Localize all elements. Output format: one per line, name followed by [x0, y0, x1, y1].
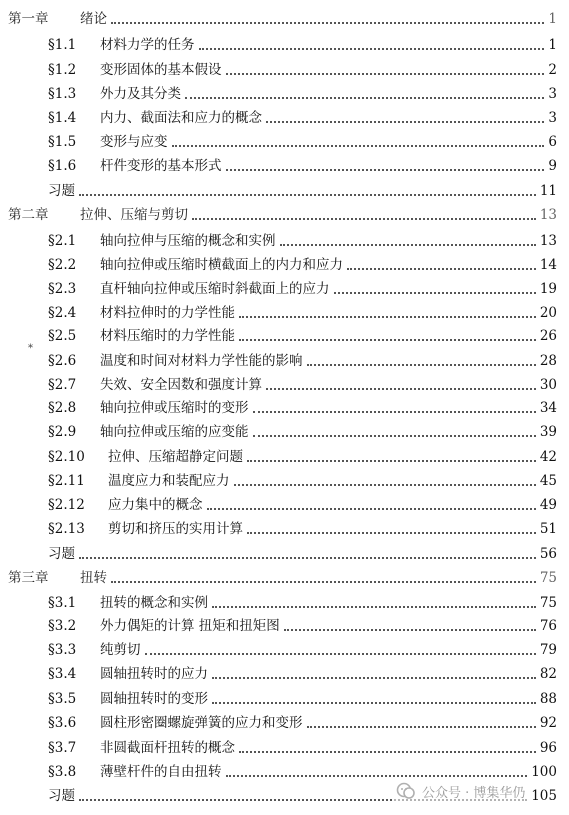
page-number: 26 — [539, 328, 557, 344]
dot-leader — [79, 556, 536, 559]
section-title: 失效、安全因数和强度计算 — [100, 377, 262, 393]
wechat-watermark — [392, 779, 529, 803]
dot-leader — [253, 434, 536, 437]
section-number: §1.1 — [48, 37, 77, 53]
dot-leader — [226, 72, 545, 75]
dot-leader — [212, 605, 536, 608]
section-number: §3.1 — [48, 595, 77, 611]
section-title: 非圆截面杆扭转的概念 — [100, 740, 235, 756]
toc-row — [0, 636, 569, 658]
toc-row — [0, 56, 569, 78]
chapter-title: 绪论 — [80, 11, 107, 27]
page-number: 42 — [539, 449, 557, 465]
section-number: §3.3 — [48, 642, 77, 658]
section-title: 轴向拉伸或压缩时的变形 — [100, 400, 249, 416]
section-title: 变形与应变 — [100, 134, 168, 150]
section-title: 拉伸、压缩超静定问题 — [108, 449, 243, 465]
section-title: 温度和时间对材料力学性能的影响 — [100, 353, 303, 369]
toc-row — [0, 80, 569, 102]
toc-row — [0, 709, 569, 731]
page-number: 92 — [539, 715, 557, 731]
page-number: 79 — [539, 642, 557, 658]
section-title: 圆轴扭转时的应力 — [100, 666, 208, 682]
section-number: §3.4 — [48, 666, 77, 682]
page-number: 9 — [548, 158, 557, 174]
page-number: 14 — [539, 257, 557, 273]
toc-row — [0, 177, 569, 199]
dot-leader — [239, 315, 536, 318]
page-number: 49 — [539, 497, 557, 513]
dot-leader — [307, 363, 536, 366]
toc-row — [0, 758, 569, 780]
page-number: 96 — [539, 740, 557, 756]
toc-row — [0, 275, 569, 297]
page-number: 13 — [539, 233, 557, 249]
page-number: 6 — [548, 134, 557, 150]
toc-row — [0, 612, 569, 634]
section-title: 应力集中的概念 — [108, 497, 203, 513]
section-number: §1.4 — [48, 110, 77, 126]
section-number: §2.1 — [48, 233, 77, 249]
section-number: §1.6 — [48, 158, 77, 174]
page-number: 1 — [548, 37, 557, 53]
page-number: 28 — [539, 353, 557, 369]
section-title: 轴向拉伸或压缩的应变能 — [100, 424, 249, 440]
section-number: §3.8 — [48, 764, 77, 780]
dot-leader — [199, 47, 545, 50]
dot-leader — [253, 410, 536, 413]
section-number: §2.12 — [48, 497, 85, 513]
section-number: §2.9 — [48, 424, 77, 440]
section-title: 杆件变形的基本形式 — [100, 158, 222, 174]
page-number: 2 — [548, 62, 557, 78]
page-number: 56 — [539, 546, 557, 562]
wechat-logo-icon — [396, 781, 416, 801]
chapter-title: 拉伸、压缩与剪切 — [80, 207, 188, 223]
toc-row — [0, 660, 569, 682]
toc-row — [0, 467, 569, 489]
section-number: §2.3 — [48, 281, 77, 297]
dot-leader — [111, 21, 544, 24]
toc-row — [0, 128, 569, 150]
page-number: 75 — [539, 595, 557, 611]
dot-leader — [247, 459, 536, 462]
toc-row — [0, 31, 569, 53]
page-number: 30 — [539, 377, 557, 393]
page-number: 82 — [539, 666, 557, 682]
dot-leader — [212, 676, 536, 679]
dot-leader — [239, 338, 536, 341]
page-number: 1 — [548, 11, 557, 27]
section-title: 纯剪切 — [100, 642, 141, 658]
section-title: 轴向拉伸与压缩的概念和实例 — [100, 233, 276, 249]
dot-leader — [284, 628, 536, 631]
toc-row — [0, 685, 569, 707]
page-number: 105 — [531, 788, 557, 804]
toc-row — [0, 201, 569, 223]
section-title: 材料力学的任务 — [100, 37, 195, 53]
section-number: §2.11 — [48, 473, 85, 489]
section-number: §1.3 — [48, 86, 77, 102]
toc-row — [0, 104, 569, 126]
section-title: 内力、截面法和应力的概念 — [100, 110, 262, 126]
page-number: 45 — [539, 473, 557, 489]
section-title: 圆柱形密圈螺旋弹簧的应力和变形 — [100, 715, 303, 731]
dot-leader — [234, 483, 536, 486]
watermark-text: 公众号 · 博集华仍 — [422, 785, 526, 801]
toc-row — [0, 394, 569, 416]
dot-leader — [207, 507, 536, 510]
toc-row — [0, 371, 569, 393]
page-number: 11 — [539, 183, 557, 199]
toc-row — [0, 152, 569, 174]
page-number: 75 — [539, 570, 557, 586]
toc-row — [0, 227, 569, 249]
chapter-number: 第三章 — [8, 570, 49, 586]
dot-leader — [280, 243, 536, 246]
toc-row — [0, 734, 569, 756]
section-number: §2.4 — [48, 305, 77, 321]
exercise-title: 习题 — [48, 546, 75, 562]
page-number: 76 — [539, 618, 557, 634]
page-number: 13 — [539, 207, 557, 223]
dot-leader — [266, 387, 536, 390]
chapter-title: 扭转 — [80, 570, 107, 586]
exercise-title: 习题 — [48, 788, 75, 804]
section-title: 圆轴扭转时的变形 — [100, 691, 208, 707]
page-number: 51 — [539, 521, 557, 537]
dot-leader — [212, 701, 536, 704]
section-title: 剪切和挤压的实用计算 — [108, 521, 243, 537]
page-number: 3 — [548, 110, 557, 126]
dot-leader — [79, 193, 536, 196]
toc-row — [0, 540, 569, 562]
chapter-number: 第二章 — [8, 207, 49, 223]
section-number: §3.5 — [48, 691, 77, 707]
dot-leader — [226, 774, 528, 777]
dot-leader — [239, 750, 536, 753]
toc-row — [0, 347, 569, 369]
toc-row — [0, 299, 569, 321]
dot-leader — [111, 580, 536, 583]
dot-leader — [185, 96, 544, 99]
dot-leader — [307, 725, 536, 728]
section-title: 轴向拉伸或压缩时横截面上的内力和应力 — [100, 257, 343, 273]
toc-row — [0, 515, 569, 537]
section-number: §2.8 — [48, 400, 77, 416]
toc-row — [0, 418, 569, 440]
dot-leader — [226, 168, 545, 171]
dot-leader — [347, 267, 536, 270]
section-number: §3.6 — [48, 715, 77, 731]
dot-leader — [192, 217, 536, 220]
section-title: 变形固体的基本假设 — [100, 62, 222, 78]
section-title: 材料压缩时的力学性能 — [100, 328, 235, 344]
dot-leader — [266, 120, 544, 123]
page-number: 19 — [539, 281, 557, 297]
section-title: 材料拉伸时的力学性能 — [100, 305, 235, 321]
section-number: §1.2 — [48, 62, 77, 78]
section-number: §2.13 — [48, 521, 85, 537]
toc-row — [0, 589, 569, 611]
section-number: §1.5 — [48, 134, 77, 150]
section-title: 薄壁杆件的自由扭转 — [100, 764, 222, 780]
dot-leader — [247, 531, 536, 534]
section-title: 直杆轴向拉伸或压缩时斜截面上的应力 — [100, 281, 330, 297]
section-number: §3.2 — [48, 618, 77, 634]
toc-row — [0, 322, 569, 344]
chapter-number: 第一章 — [8, 11, 49, 27]
toc-row — [0, 564, 569, 586]
section-number: §2.10 — [48, 449, 85, 465]
dot-leader — [145, 652, 536, 655]
section-number: §2.5 — [48, 328, 77, 344]
optional-section-star: * — [28, 343, 33, 354]
toc-row — [0, 443, 569, 465]
section-number: §2.7 — [48, 377, 77, 393]
section-number: §2.2 — [48, 257, 77, 273]
section-number: §3.7 — [48, 740, 77, 756]
page-number: 88 — [539, 691, 557, 707]
section-title: 外力偶矩的计算 扭矩和扭矩图 — [100, 618, 280, 634]
section-title: 外力及其分类 — [100, 86, 181, 102]
page-number: 39 — [539, 424, 557, 440]
exercise-title: 习题 — [48, 183, 75, 199]
page-number: 100 — [531, 764, 557, 780]
page-number: 34 — [539, 400, 557, 416]
section-title: 扭转的概念和实例 — [100, 595, 208, 611]
page-number: 20 — [539, 305, 557, 321]
section-number: §2.6 — [48, 353, 77, 369]
toc-row — [0, 251, 569, 273]
toc-row — [0, 491, 569, 513]
page-number: 3 — [548, 86, 557, 102]
section-title: 温度应力和装配应力 — [108, 473, 230, 489]
toc-row — [0, 5, 569, 27]
dot-leader — [334, 291, 536, 294]
dot-leader — [172, 144, 545, 147]
